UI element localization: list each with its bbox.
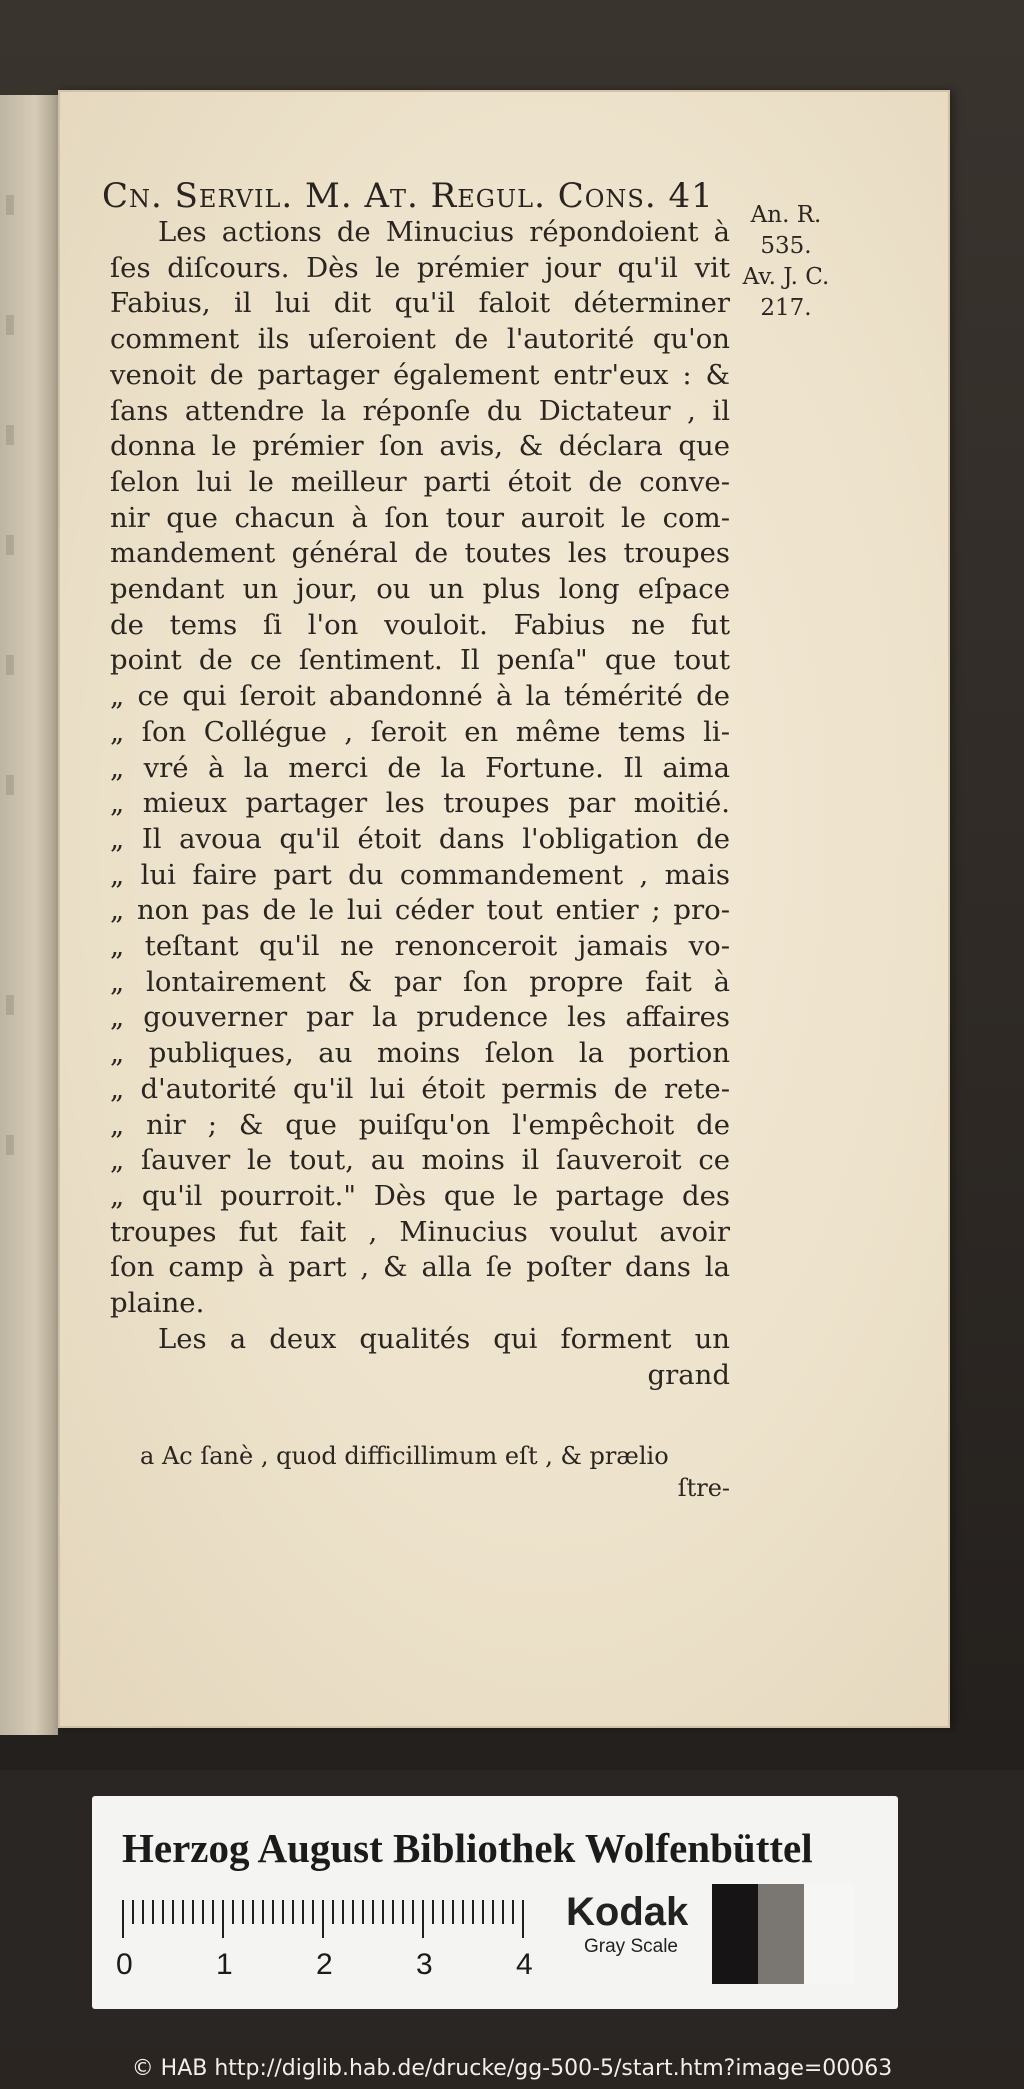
ruler-number: 0	[116, 1948, 133, 1981]
ruler-tick	[122, 1900, 124, 1938]
text-line: „ publiques, au moins ſelon la portion	[110, 1037, 730, 1070]
ruler-tick	[352, 1900, 354, 1924]
ruler-tick	[152, 1900, 154, 1924]
gray-scale-label: Gray Scale	[584, 1936, 678, 1957]
text-line: „ non pas de le lui céder tout entier ; pro-	[110, 894, 730, 927]
library-title: Herzog August Bibliothek Wolfenbüttel	[122, 1825, 813, 1871]
measurement-ruler	[122, 1900, 622, 1940]
text-line: Fabius, il lui dit qu'il faloit déterminer	[110, 287, 730, 320]
text-line: ſes diſcours. Dès le prémier jour qu'il vit	[110, 251, 730, 284]
ruler-tick	[252, 1900, 254, 1924]
ruler-tick	[432, 1900, 434, 1924]
ruler-number: 3	[416, 1948, 433, 1981]
margin-note-line: 217.	[760, 295, 812, 321]
ruler-tick	[172, 1900, 174, 1924]
text-line: venoit de partager également entr'eux : &	[110, 358, 730, 391]
ruler-tick	[302, 1900, 304, 1924]
text-line: „ lui faire part du commandement , mais	[110, 858, 730, 891]
swatch-white	[804, 1884, 854, 1984]
ruler-tick	[522, 1900, 524, 1938]
text-line: „ qu'il pourroit." Dès que le partage des	[110, 1179, 730, 1212]
left-page-edge	[0, 95, 58, 1735]
ruler-tick	[342, 1900, 344, 1924]
text-line: Les a deux qualités qui forment un	[158, 1322, 730, 1355]
text-line: „ vré à la merci de la Fortune. Il aima	[110, 751, 730, 784]
ruler-tick	[162, 1900, 164, 1924]
ruler-tick	[392, 1900, 394, 1924]
text-line: „ mieux partager les troupes par moitié.	[110, 787, 730, 820]
ruler-tick	[262, 1900, 264, 1924]
margin-note-line: An. R.	[750, 202, 822, 228]
ruler-tick	[452, 1900, 454, 1924]
text-line: de tems ſi l'on vouloit. Fabius ne fut	[110, 608, 730, 641]
text-line: nir que chacun à ſon tour auroit le com-	[110, 501, 730, 534]
text-line: troupes fut fait , Minucius voulut avoir	[110, 1215, 730, 1248]
swatch-black	[712, 1884, 758, 1984]
footnote-line: a Ac ſanè , quod difficillimum eſt , & prælio	[140, 1442, 669, 1470]
text-line: „ Il avoua qu'il étoit dans l'obligation de	[110, 822, 730, 855]
text-line: „ gouverner par la prudence les affaires	[110, 1001, 730, 1034]
ruler-tick	[202, 1900, 204, 1924]
ruler-tick	[412, 1900, 414, 1924]
ruler-tick	[132, 1900, 134, 1924]
ruler-tick	[422, 1900, 424, 1938]
text-line: ſans attendre la réponſe du Dictateur , il	[110, 394, 730, 427]
ruler-tick	[182, 1900, 184, 1924]
swatch-gray	[758, 1884, 804, 1984]
text-line: „ nir ; & que puiſqu'on l'empêchoit de	[110, 1108, 730, 1141]
ruler-number: 4	[516, 1948, 533, 1981]
body-text	[110, 215, 730, 1393]
ruler-tick	[442, 1900, 444, 1924]
ruler-tick	[462, 1900, 464, 1924]
margin-note-line: 535.	[760, 233, 812, 259]
copyright-footer: © HAB http://diglib.hab.de/drucke/gg-500-5/start.htm?image=00063	[0, 2048, 1024, 2089]
ruler-tick	[472, 1900, 474, 1924]
ruler-tick	[482, 1900, 484, 1924]
calibration-card	[92, 1796, 898, 2009]
ruler-tick	[502, 1900, 504, 1924]
footnote	[140, 1440, 730, 1504]
kodak-logo: Kodak	[566, 1890, 689, 1934]
text-line: donna le prémier ſon avis, & déclara que	[110, 430, 730, 463]
ruler-tick	[512, 1900, 514, 1924]
ruler-tick	[242, 1900, 244, 1924]
running-header: Cn. Servil. M. At. Regul. Cons. 41	[102, 176, 714, 216]
ruler-tick	[492, 1900, 494, 1924]
text-line: point de ce ſentiment. Il penſa" que tout	[110, 644, 730, 677]
text-line: ſon camp à part , & alla ſe poſter dans la	[110, 1251, 730, 1284]
margin-note	[726, 200, 846, 324]
ruler-tick	[332, 1900, 334, 1924]
text-line: „ teſtant qu'il ne renonceroit jamais vo-	[110, 930, 730, 963]
text-line: „ ſon Collégue , ſeroit en même tems li-	[110, 715, 730, 748]
text-line: mandement général de toutes les troupes	[110, 537, 730, 570]
ruler-number: 2	[316, 1948, 333, 1981]
ruler-tick	[372, 1900, 374, 1924]
ruler-tick	[142, 1900, 144, 1924]
text-line: comment ils uſeroient de l'autorité qu'on	[110, 323, 730, 356]
text-line: plaine.	[110, 1287, 205, 1320]
margin-note-line: Av. J. C.	[742, 264, 830, 290]
ruler-number: 1	[216, 1948, 233, 1981]
ruler-tick	[272, 1900, 274, 1924]
footnote-line: ſtre-	[677, 1474, 730, 1502]
text-line: „ lontairement & par ſon propre fait à	[110, 965, 730, 998]
ruler-tick	[232, 1900, 234, 1924]
text-line: „ ſauver le tout, au moins il ſauveroit ce	[110, 1144, 730, 1177]
text-line: pendant un jour, ou un plus long eſpace	[110, 573, 730, 606]
text-line: grand	[647, 1358, 730, 1391]
ruler-tick	[282, 1900, 284, 1924]
ruler-tick	[382, 1900, 384, 1924]
ruler-tick	[192, 1900, 194, 1924]
text-line: „ ce qui ſeroit abandonné à la témérité de	[110, 680, 730, 713]
ruler-tick	[292, 1900, 294, 1924]
ruler-tick	[212, 1900, 214, 1924]
text-line: ſelon lui le meilleur parti étoit de conve-	[110, 465, 730, 498]
ruler-tick	[362, 1900, 364, 1924]
text-line: „ d'autorité qu'il lui étoit permis de rete-	[110, 1072, 730, 1105]
ruler-tick	[402, 1900, 404, 1924]
text-line: Les actions de Minucius répondoient à	[158, 216, 730, 248]
ruler-tick	[322, 1900, 324, 1938]
ruler-tick	[312, 1900, 314, 1924]
ruler-tick	[222, 1900, 224, 1938]
